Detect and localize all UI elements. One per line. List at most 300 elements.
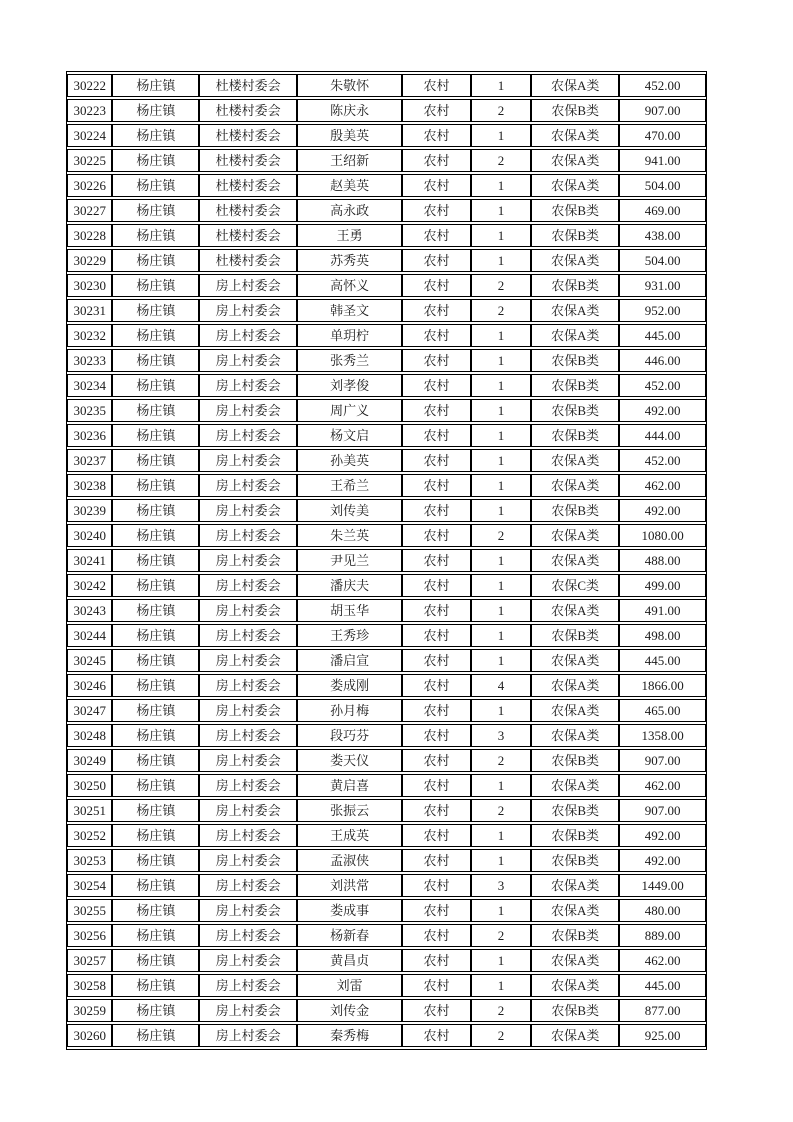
cell-person-name: 陈庆永 bbox=[297, 99, 402, 122]
cell-insurance-type: 农保B类 bbox=[531, 374, 619, 397]
cell-person-count: 1 bbox=[471, 974, 532, 997]
cell-person-name: 娄天仪 bbox=[297, 749, 402, 772]
cell-insurance-type: 农保A类 bbox=[531, 299, 619, 322]
cell-person-name: 王成英 bbox=[297, 824, 402, 847]
cell-person-name: 杨新春 bbox=[297, 924, 402, 947]
cell-person-name: 刘孝俊 bbox=[297, 374, 402, 397]
cell-village-committee: 房上村委会 bbox=[199, 899, 297, 922]
table-row bbox=[67, 224, 706, 247]
table-row bbox=[67, 924, 706, 947]
cell-amount: 499.00 bbox=[619, 574, 706, 597]
cell-person-count: 4 bbox=[471, 674, 532, 697]
cell-insurance-type: 农保A类 bbox=[531, 899, 619, 922]
cell-category: 农村 bbox=[402, 474, 471, 497]
cell-serial: 30229 bbox=[67, 249, 112, 272]
cell-person-name: 韩圣文 bbox=[297, 299, 402, 322]
cell-category: 农村 bbox=[402, 949, 471, 972]
cell-category: 农村 bbox=[402, 874, 471, 897]
cell-serial: 30249 bbox=[67, 749, 112, 772]
cell-insurance-type: 农保B类 bbox=[531, 999, 619, 1022]
cell-amount: 445.00 bbox=[619, 974, 706, 997]
cell-person-name: 娄成事 bbox=[297, 899, 402, 922]
cell-serial: 30254 bbox=[67, 874, 112, 897]
cell-serial: 30233 bbox=[67, 349, 112, 372]
cell-village-committee: 杜楼村委会 bbox=[199, 124, 297, 147]
cell-person-name: 殷美英 bbox=[297, 124, 402, 147]
cell-person-count: 2 bbox=[471, 924, 532, 947]
table-row bbox=[67, 174, 706, 197]
cell-village-committee: 房上村委会 bbox=[199, 999, 297, 1022]
cell-insurance-type: 农保A类 bbox=[531, 174, 619, 197]
cell-person-count: 1 bbox=[471, 224, 532, 247]
table-row bbox=[67, 124, 706, 147]
cell-town: 杨庄镇 bbox=[112, 599, 199, 622]
cell-category: 农村 bbox=[402, 824, 471, 847]
cell-insurance-type: 农保A类 bbox=[531, 474, 619, 497]
cell-town: 杨庄镇 bbox=[112, 274, 199, 297]
cell-village-committee: 房上村委会 bbox=[199, 699, 297, 722]
cell-person-count: 1 bbox=[471, 124, 532, 147]
cell-village-committee: 房上村委会 bbox=[199, 749, 297, 772]
cell-category: 农村 bbox=[402, 574, 471, 597]
cell-person-count: 1 bbox=[471, 774, 532, 797]
cell-person-name: 刘传美 bbox=[297, 499, 402, 522]
cell-serial: 30259 bbox=[67, 999, 112, 1022]
cell-insurance-type: 农保A类 bbox=[531, 774, 619, 797]
cell-serial: 30236 bbox=[67, 424, 112, 447]
cell-person-count: 1 bbox=[471, 374, 532, 397]
table-row bbox=[67, 374, 706, 397]
table-row bbox=[67, 674, 706, 697]
cell-village-committee: 杜楼村委会 bbox=[199, 199, 297, 222]
cell-category: 农村 bbox=[402, 624, 471, 647]
cell-person-count: 1 bbox=[471, 574, 532, 597]
cell-person-count: 1 bbox=[471, 549, 532, 572]
cell-amount: 931.00 bbox=[619, 274, 706, 297]
cell-person-name: 秦秀梅 bbox=[297, 1024, 402, 1047]
cell-person-name: 张振云 bbox=[297, 799, 402, 822]
cell-serial: 30256 bbox=[67, 924, 112, 947]
cell-person-count: 1 bbox=[471, 649, 532, 672]
cell-person-name: 赵美英 bbox=[297, 174, 402, 197]
cell-person-name: 孙美英 bbox=[297, 449, 402, 472]
cell-amount: 462.00 bbox=[619, 474, 706, 497]
table-row bbox=[67, 749, 706, 772]
cell-serial: 30255 bbox=[67, 899, 112, 922]
cell-village-committee: 房上村委会 bbox=[199, 374, 297, 397]
cell-person-name: 胡玉华 bbox=[297, 599, 402, 622]
cell-amount: 480.00 bbox=[619, 899, 706, 922]
cell-town: 杨庄镇 bbox=[112, 724, 199, 747]
cell-insurance-type: 农保B类 bbox=[531, 349, 619, 372]
cell-category: 农村 bbox=[402, 974, 471, 997]
cell-town: 杨庄镇 bbox=[112, 699, 199, 722]
cell-insurance-type: 农保B类 bbox=[531, 274, 619, 297]
cell-town: 杨庄镇 bbox=[112, 849, 199, 872]
cell-amount: 438.00 bbox=[619, 224, 706, 247]
cell-amount: 462.00 bbox=[619, 774, 706, 797]
table-row bbox=[67, 324, 706, 347]
table-row bbox=[67, 549, 706, 572]
cell-person-count: 2 bbox=[471, 999, 532, 1022]
cell-village-committee: 杜楼村委会 bbox=[199, 99, 297, 122]
cell-insurance-type: 农保A类 bbox=[531, 949, 619, 972]
cell-serial: 30228 bbox=[67, 224, 112, 247]
cell-person-count: 3 bbox=[471, 724, 532, 747]
cell-person-count: 2 bbox=[471, 274, 532, 297]
table-row bbox=[67, 274, 706, 297]
cell-insurance-type: 农保B类 bbox=[531, 199, 619, 222]
table-row bbox=[67, 449, 706, 472]
cell-village-committee: 房上村委会 bbox=[199, 474, 297, 497]
cell-insurance-type: 农保A类 bbox=[531, 724, 619, 747]
cell-serial: 30243 bbox=[67, 599, 112, 622]
cell-town: 杨庄镇 bbox=[112, 499, 199, 522]
cell-person-name: 黄启喜 bbox=[297, 774, 402, 797]
cell-person-count: 2 bbox=[471, 524, 532, 547]
cell-person-name: 王秀珍 bbox=[297, 624, 402, 647]
table-row bbox=[67, 149, 706, 172]
cell-amount: 469.00 bbox=[619, 199, 706, 222]
cell-category: 农村 bbox=[402, 249, 471, 272]
table-row bbox=[67, 824, 706, 847]
cell-serial: 30223 bbox=[67, 99, 112, 122]
cell-amount: 889.00 bbox=[619, 924, 706, 947]
cell-town: 杨庄镇 bbox=[112, 174, 199, 197]
cell-person-count: 2 bbox=[471, 149, 532, 172]
cell-amount: 445.00 bbox=[619, 324, 706, 347]
cell-serial: 30239 bbox=[67, 499, 112, 522]
table-row bbox=[67, 474, 706, 497]
cell-category: 农村 bbox=[402, 774, 471, 797]
cell-person-name: 段巧芬 bbox=[297, 724, 402, 747]
cell-village-committee: 房上村委会 bbox=[199, 524, 297, 547]
cell-serial: 30235 bbox=[67, 399, 112, 422]
cell-person-name: 孙月梅 bbox=[297, 699, 402, 722]
cell-town: 杨庄镇 bbox=[112, 124, 199, 147]
cell-village-committee: 房上村委会 bbox=[199, 349, 297, 372]
cell-amount: 444.00 bbox=[619, 424, 706, 447]
cell-amount: 452.00 bbox=[619, 74, 706, 97]
cell-amount: 470.00 bbox=[619, 124, 706, 147]
cell-category: 农村 bbox=[402, 499, 471, 522]
cell-person-name: 潘庆夫 bbox=[297, 574, 402, 597]
cell-insurance-type: 农保A类 bbox=[531, 524, 619, 547]
cell-person-name: 杨文启 bbox=[297, 424, 402, 447]
table-row bbox=[67, 599, 706, 622]
cell-person-name: 周广义 bbox=[297, 399, 402, 422]
cell-village-committee: 房上村委会 bbox=[199, 874, 297, 897]
cell-category: 农村 bbox=[402, 149, 471, 172]
table-row bbox=[67, 999, 706, 1022]
cell-serial: 30230 bbox=[67, 274, 112, 297]
cell-insurance-type: 农保B类 bbox=[531, 799, 619, 822]
table-row bbox=[67, 99, 706, 122]
cell-village-committee: 房上村委会 bbox=[199, 1024, 297, 1047]
cell-insurance-type: 农保A类 bbox=[531, 549, 619, 572]
table-row bbox=[67, 649, 706, 672]
cell-insurance-type: 农保A类 bbox=[531, 124, 619, 147]
cell-person-count: 1 bbox=[471, 624, 532, 647]
cell-village-committee: 杜楼村委会 bbox=[199, 74, 297, 97]
cell-category: 农村 bbox=[402, 599, 471, 622]
cell-amount: 941.00 bbox=[619, 149, 706, 172]
cell-insurance-type: 农保B类 bbox=[531, 499, 619, 522]
cell-amount: 491.00 bbox=[619, 599, 706, 622]
table-row bbox=[67, 699, 706, 722]
table-row bbox=[67, 899, 706, 922]
table-row bbox=[67, 574, 706, 597]
cell-category: 农村 bbox=[402, 124, 471, 147]
cell-person-count: 1 bbox=[471, 324, 532, 347]
cell-person-count: 2 bbox=[471, 299, 532, 322]
table-row bbox=[67, 349, 706, 372]
cell-person-count: 1 bbox=[471, 249, 532, 272]
table-row bbox=[67, 1024, 706, 1047]
cell-village-committee: 房上村委会 bbox=[199, 574, 297, 597]
cell-category: 农村 bbox=[402, 999, 471, 1022]
table-row bbox=[67, 874, 706, 897]
cell-category: 农村 bbox=[402, 449, 471, 472]
cell-person-count: 1 bbox=[471, 399, 532, 422]
cell-category: 农村 bbox=[402, 649, 471, 672]
cell-insurance-type: 农保A类 bbox=[531, 249, 619, 272]
cell-person-name: 娄成刚 bbox=[297, 674, 402, 697]
cell-town: 杨庄镇 bbox=[112, 99, 199, 122]
cell-person-name: 刘洪常 bbox=[297, 874, 402, 897]
cell-town: 杨庄镇 bbox=[112, 549, 199, 572]
cell-town: 杨庄镇 bbox=[112, 999, 199, 1022]
cell-amount: 925.00 bbox=[619, 1024, 706, 1047]
table-row bbox=[67, 199, 706, 222]
cell-serial: 30250 bbox=[67, 774, 112, 797]
cell-category: 农村 bbox=[402, 324, 471, 347]
cell-village-committee: 房上村委会 bbox=[199, 974, 297, 997]
cell-town: 杨庄镇 bbox=[112, 899, 199, 922]
cell-amount: 445.00 bbox=[619, 649, 706, 672]
cell-serial: 30238 bbox=[67, 474, 112, 497]
cell-serial: 30222 bbox=[67, 74, 112, 97]
cell-town: 杨庄镇 bbox=[112, 224, 199, 247]
cell-category: 农村 bbox=[402, 924, 471, 947]
cell-village-committee: 房上村委会 bbox=[199, 499, 297, 522]
cell-serial: 30257 bbox=[67, 949, 112, 972]
cell-serial: 30248 bbox=[67, 724, 112, 747]
cell-person-count: 1 bbox=[471, 349, 532, 372]
cell-person-name: 潘启宣 bbox=[297, 649, 402, 672]
cell-insurance-type: 农保A类 bbox=[531, 649, 619, 672]
cell-town: 杨庄镇 bbox=[112, 199, 199, 222]
cell-town: 杨庄镇 bbox=[112, 449, 199, 472]
cell-village-committee: 房上村委会 bbox=[199, 949, 297, 972]
cell-category: 农村 bbox=[402, 799, 471, 822]
cell-town: 杨庄镇 bbox=[112, 1024, 199, 1047]
cell-amount: 492.00 bbox=[619, 849, 706, 872]
table-row bbox=[67, 724, 706, 747]
cell-serial: 30242 bbox=[67, 574, 112, 597]
cell-village-committee: 杜楼村委会 bbox=[199, 174, 297, 197]
cell-person-name: 单玥柠 bbox=[297, 324, 402, 347]
cell-town: 杨庄镇 bbox=[112, 249, 199, 272]
cell-town: 杨庄镇 bbox=[112, 949, 199, 972]
cell-insurance-type: 农保A类 bbox=[531, 324, 619, 347]
cell-serial: 30247 bbox=[67, 699, 112, 722]
table-row bbox=[67, 974, 706, 997]
cell-serial: 30234 bbox=[67, 374, 112, 397]
cell-person-count: 1 bbox=[471, 849, 532, 872]
cell-insurance-type: 农保B类 bbox=[531, 99, 619, 122]
cell-insurance-type: 农保B类 bbox=[531, 399, 619, 422]
cell-person-count: 1 bbox=[471, 699, 532, 722]
cell-town: 杨庄镇 bbox=[112, 374, 199, 397]
cell-category: 农村 bbox=[402, 674, 471, 697]
cell-town: 杨庄镇 bbox=[112, 399, 199, 422]
cell-village-committee: 房上村委会 bbox=[199, 599, 297, 622]
cell-amount: 907.00 bbox=[619, 749, 706, 772]
cell-category: 农村 bbox=[402, 724, 471, 747]
cell-serial: 30258 bbox=[67, 974, 112, 997]
cell-serial: 30225 bbox=[67, 149, 112, 172]
cell-category: 农村 bbox=[402, 224, 471, 247]
cell-person-name: 苏秀英 bbox=[297, 249, 402, 272]
cell-town: 杨庄镇 bbox=[112, 149, 199, 172]
cell-town: 杨庄镇 bbox=[112, 674, 199, 697]
cell-category: 农村 bbox=[402, 299, 471, 322]
cell-town: 杨庄镇 bbox=[112, 649, 199, 672]
cell-insurance-type: 农保B类 bbox=[531, 624, 619, 647]
cell-amount: 492.00 bbox=[619, 499, 706, 522]
cell-insurance-type: 农保B类 bbox=[531, 849, 619, 872]
cell-person-count: 1 bbox=[471, 474, 532, 497]
cell-serial: 30251 bbox=[67, 799, 112, 822]
cell-town: 杨庄镇 bbox=[112, 799, 199, 822]
cell-person-count: 2 bbox=[471, 99, 532, 122]
cell-insurance-type: 农保A类 bbox=[531, 674, 619, 697]
table-body bbox=[67, 74, 706, 1047]
cell-town: 杨庄镇 bbox=[112, 624, 199, 647]
table-row bbox=[67, 524, 706, 547]
cell-person-count: 1 bbox=[471, 599, 532, 622]
cell-category: 农村 bbox=[402, 374, 471, 397]
cell-town: 杨庄镇 bbox=[112, 74, 199, 97]
cell-person-name: 孟淑侠 bbox=[297, 849, 402, 872]
cell-town: 杨庄镇 bbox=[112, 749, 199, 772]
table-row bbox=[67, 424, 706, 447]
cell-person-count: 1 bbox=[471, 449, 532, 472]
cell-person-count: 2 bbox=[471, 1024, 532, 1047]
cell-serial: 30244 bbox=[67, 624, 112, 647]
cell-insurance-type: 农保A类 bbox=[531, 699, 619, 722]
cell-insurance-type: 农保A类 bbox=[531, 874, 619, 897]
cell-village-committee: 房上村委会 bbox=[199, 924, 297, 947]
cell-serial: 30253 bbox=[67, 849, 112, 872]
cell-person-name: 王绍新 bbox=[297, 149, 402, 172]
cell-insurance-type: 农保C类 bbox=[531, 574, 619, 597]
cell-serial: 30245 bbox=[67, 649, 112, 672]
cell-serial: 30240 bbox=[67, 524, 112, 547]
cell-person-count: 1 bbox=[471, 499, 532, 522]
cell-person-name: 朱敬怀 bbox=[297, 74, 402, 97]
cell-category: 农村 bbox=[402, 174, 471, 197]
cell-category: 农村 bbox=[402, 749, 471, 772]
cell-village-committee: 房上村委会 bbox=[199, 774, 297, 797]
cell-amount: 492.00 bbox=[619, 399, 706, 422]
cell-amount: 465.00 bbox=[619, 699, 706, 722]
cell-person-count: 2 bbox=[471, 799, 532, 822]
cell-person-count: 1 bbox=[471, 949, 532, 972]
cell-person-count: 1 bbox=[471, 174, 532, 197]
cell-village-committee: 房上村委会 bbox=[199, 724, 297, 747]
cell-category: 农村 bbox=[402, 349, 471, 372]
table-row bbox=[67, 774, 706, 797]
cell-serial: 30224 bbox=[67, 124, 112, 147]
cell-amount: 1449.00 bbox=[619, 874, 706, 897]
cell-amount: 452.00 bbox=[619, 449, 706, 472]
cell-serial: 30227 bbox=[67, 199, 112, 222]
cell-category: 农村 bbox=[402, 849, 471, 872]
cell-person-count: 1 bbox=[471, 424, 532, 447]
cell-town: 杨庄镇 bbox=[112, 874, 199, 897]
cell-category: 农村 bbox=[402, 524, 471, 547]
cell-amount: 504.00 bbox=[619, 174, 706, 197]
cell-person-count: 1 bbox=[471, 74, 532, 97]
cell-insurance-type: 农保A类 bbox=[531, 1024, 619, 1047]
cell-insurance-type: 农保B类 bbox=[531, 424, 619, 447]
cell-amount: 1080.00 bbox=[619, 524, 706, 547]
cell-person-name: 朱兰英 bbox=[297, 524, 402, 547]
cell-amount: 446.00 bbox=[619, 349, 706, 372]
cell-village-committee: 房上村委会 bbox=[199, 824, 297, 847]
cell-amount: 1358.00 bbox=[619, 724, 706, 747]
cell-town: 杨庄镇 bbox=[112, 524, 199, 547]
cell-town: 杨庄镇 bbox=[112, 774, 199, 797]
cell-village-committee: 房上村委会 bbox=[199, 674, 297, 697]
cell-person-name: 刘雷 bbox=[297, 974, 402, 997]
cell-village-committee: 房上村委会 bbox=[199, 299, 297, 322]
cell-serial: 30231 bbox=[67, 299, 112, 322]
cell-serial: 30260 bbox=[67, 1024, 112, 1047]
cell-person-name: 刘传金 bbox=[297, 999, 402, 1022]
cell-insurance-type: 农保A类 bbox=[531, 599, 619, 622]
cell-category: 农村 bbox=[402, 274, 471, 297]
cell-serial: 30226 bbox=[67, 174, 112, 197]
table-row bbox=[67, 399, 706, 422]
cell-amount: 907.00 bbox=[619, 99, 706, 122]
cell-insurance-type: 农保A类 bbox=[531, 149, 619, 172]
cell-insurance-type: 农保A类 bbox=[531, 974, 619, 997]
cell-village-committee: 房上村委会 bbox=[199, 624, 297, 647]
cell-village-committee: 房上村委会 bbox=[199, 449, 297, 472]
cell-village-committee: 杜楼村委会 bbox=[199, 224, 297, 247]
cell-amount: 952.00 bbox=[619, 299, 706, 322]
cell-village-committee: 房上村委会 bbox=[199, 549, 297, 572]
cell-town: 杨庄镇 bbox=[112, 974, 199, 997]
cell-amount: 488.00 bbox=[619, 549, 706, 572]
cell-village-committee: 房上村委会 bbox=[199, 274, 297, 297]
cell-serial: 30252 bbox=[67, 824, 112, 847]
cell-person-name: 黄昌贞 bbox=[297, 949, 402, 972]
cell-town: 杨庄镇 bbox=[112, 324, 199, 347]
cell-category: 农村 bbox=[402, 699, 471, 722]
cell-insurance-type: 农保B类 bbox=[531, 224, 619, 247]
cell-town: 杨庄镇 bbox=[112, 474, 199, 497]
cell-person-count: 1 bbox=[471, 824, 532, 847]
pension-roster-table bbox=[66, 71, 707, 1050]
cell-village-committee: 杜楼村委会 bbox=[199, 249, 297, 272]
cell-insurance-type: 农保A类 bbox=[531, 74, 619, 97]
cell-category: 农村 bbox=[402, 1024, 471, 1047]
table-row bbox=[67, 299, 706, 322]
